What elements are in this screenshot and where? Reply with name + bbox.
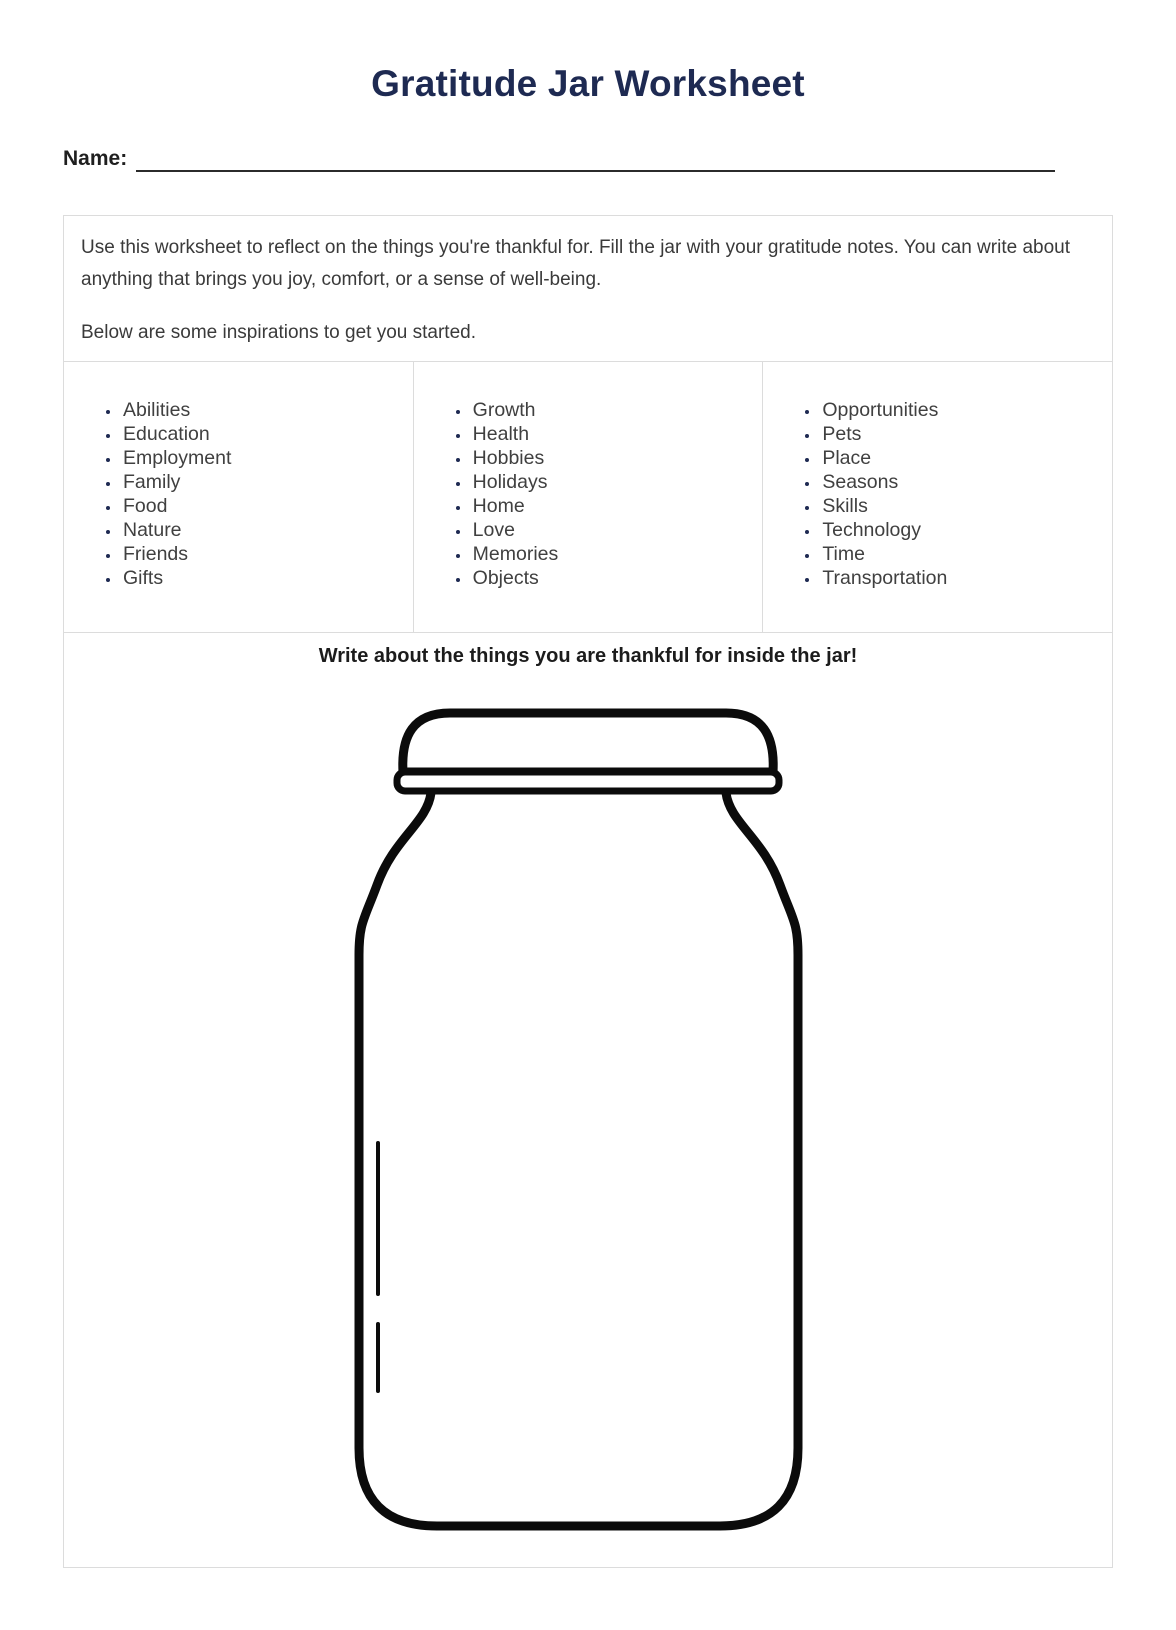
inspiration-item: • Friends — [121, 542, 413, 566]
inspiration-column-3 — [762, 362, 1112, 632]
inspiration-item: • Time — [820, 542, 1112, 566]
inspiration-item: • Memories — [471, 542, 763, 566]
inspiration-item: • Skills — [820, 494, 1112, 518]
inspiration-item: • Love — [471, 518, 763, 542]
inspiration-list-3 — [763, 398, 1112, 590]
inspiration-item: • Objects — [471, 566, 763, 590]
name-label: Name: — [63, 147, 128, 170]
worksheet-table — [63, 215, 1113, 1568]
inspiration-item: • Place — [820, 446, 1112, 470]
inspiration-item: • Education — [121, 422, 413, 446]
inspiration-item: • Pets — [820, 422, 1112, 446]
inspiration-column-2 — [413, 362, 763, 632]
inspiration-item: • Abilities — [121, 398, 413, 422]
inspiration-item: • Employment — [121, 446, 413, 470]
jar-section — [64, 633, 1112, 1568]
jar-lid-dome — [403, 713, 773, 772]
inspiration-item: • Gifts — [121, 566, 413, 590]
inspiration-list-2 — [414, 398, 763, 590]
inspiration-item: • Health — [471, 422, 763, 446]
jar-lid-rim — [397, 772, 779, 791]
inspiration-column-1 — [64, 362, 413, 632]
inspiration-item: • Hobbies — [471, 446, 763, 470]
intro-paragraph: Use this worksheet to reflect on the things you're thankful for. Fill the jar with your gratitude notes. You can write about anything that brings you joy, comfort, or a sense of well-being. — [81, 237, 1071, 290]
jar-illustration[interactable] — [64, 633, 1112, 1566]
inspiration-item: • Holidays — [471, 470, 763, 494]
intro-prompt: Below are some inspirations to get you started. — [81, 322, 476, 343]
inspiration-item: • Nature — [121, 518, 413, 542]
name-row — [63, 146, 1055, 172]
jar-body-outline — [359, 793, 798, 1526]
inspiration-item: • Opportunities — [820, 398, 1112, 422]
intro-box — [64, 216, 1112, 362]
inspiration-item: • Transportation — [820, 566, 1112, 590]
inspiration-columns — [64, 362, 1112, 633]
inspiration-item: • Seasons — [820, 470, 1112, 494]
name-input-line[interactable] — [136, 146, 1055, 172]
inspiration-list-1 — [64, 398, 413, 590]
inspiration-item: • Home — [471, 494, 763, 518]
inspiration-item: • Family — [121, 470, 413, 494]
jar-heading: Write about the things you are thankful for inside the jar! — [318, 645, 858, 667]
inspiration-item: • Food — [121, 494, 413, 518]
inspiration-item: • Technology — [820, 518, 1112, 542]
page-title: Gratitude Jar Worksheet — [371, 63, 805, 104]
inspiration-item: • Growth — [471, 398, 763, 422]
